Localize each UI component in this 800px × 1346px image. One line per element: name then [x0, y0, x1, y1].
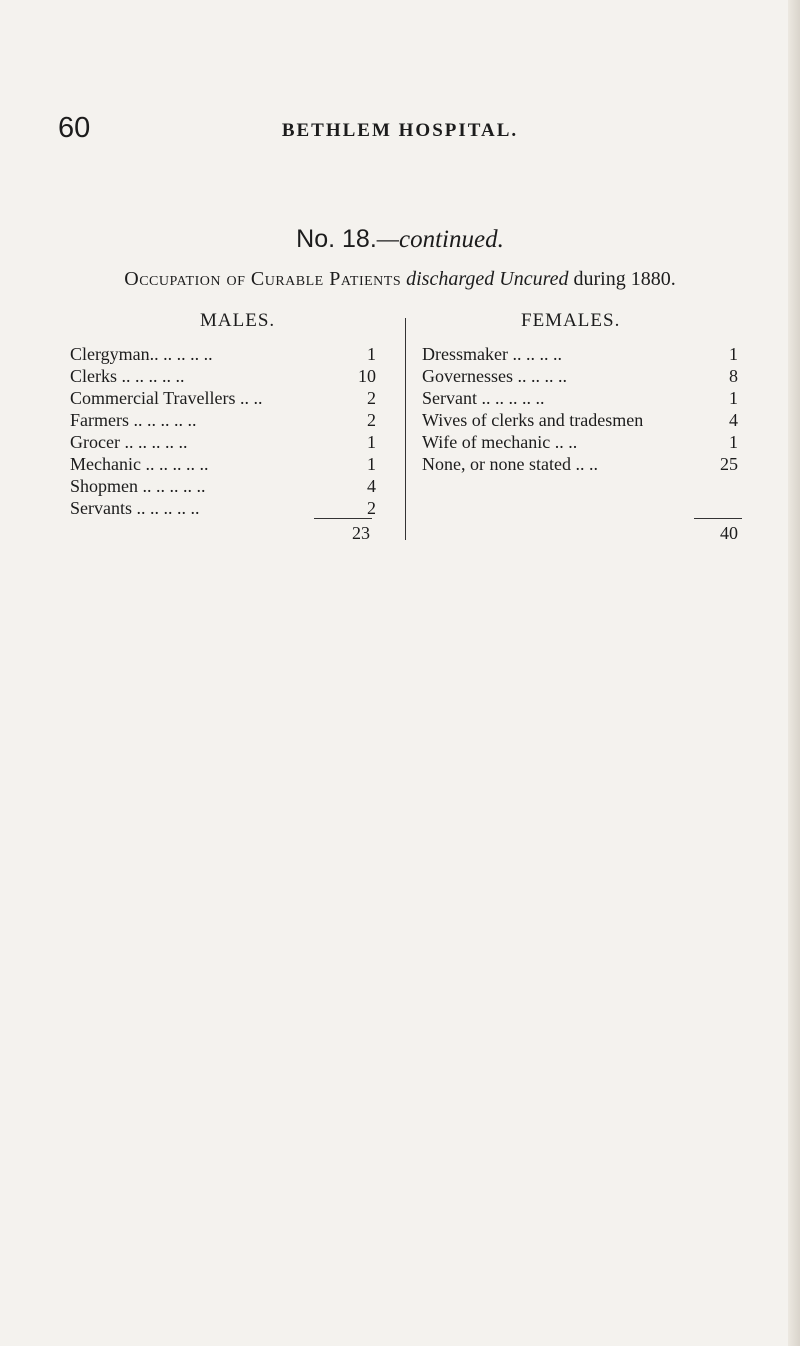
- occupation-count: 4: [367, 476, 376, 496]
- caption-part-1: Occupation of Curable Patients: [124, 268, 402, 290]
- males-row: [70, 343, 376, 365]
- column-divider: [405, 318, 406, 540]
- occupation-label: Wives of clerks and tradesmen: [422, 410, 644, 430]
- males-heading: MALES.: [200, 310, 276, 331]
- occupation-count: 2: [367, 388, 376, 408]
- females-row: [422, 453, 738, 475]
- occupation-label: Servants .. .. .. .. ..: [70, 498, 200, 518]
- occupation-count: 25: [720, 454, 738, 474]
- occupation-label: Dressmaker .. .. .. ..: [422, 344, 562, 364]
- males-row: [70, 409, 376, 431]
- males-row: [70, 387, 376, 409]
- occupation-count: 4: [729, 410, 738, 430]
- caption-part-2: discharged Uncured: [406, 268, 569, 290]
- females-list: [422, 343, 738, 475]
- caption-part-3: during 1880.: [573, 268, 676, 290]
- males-row: [70, 365, 376, 387]
- occupation-count: 1: [729, 388, 738, 408]
- occupation-label: Governesses .. .. .. ..: [422, 366, 567, 386]
- males-total: 23: [352, 523, 370, 543]
- males-row: [70, 453, 376, 475]
- page-edge-shadow: [788, 0, 800, 1346]
- males-total-rule: [314, 518, 372, 519]
- males-row: [70, 497, 376, 519]
- occupation-label: None, or none stated .. ..: [422, 454, 598, 474]
- females-row: [422, 431, 738, 453]
- occupation-label: Servant .. .. .. .. ..: [422, 388, 545, 408]
- page-number: 60: [58, 112, 91, 144]
- table-number-heading: [0, 225, 800, 254]
- occupation-count: 1: [367, 344, 376, 364]
- males-row: [70, 475, 376, 497]
- occupation-label: Clergyman.. .. .. .. ..: [70, 344, 213, 364]
- continued-label: —continued.: [376, 226, 504, 253]
- occupation-count: 10: [358, 366, 376, 386]
- females-total: 40: [720, 523, 738, 543]
- females-total-rule: [694, 518, 742, 519]
- females-row: [422, 409, 738, 431]
- females-heading: FEMALES.: [521, 310, 621, 331]
- females-row: [422, 387, 738, 409]
- males-row: [70, 431, 376, 453]
- occupation-count: 1: [367, 432, 376, 452]
- occupation-label: Wife of mechanic .. ..: [422, 432, 578, 452]
- table-caption: [0, 268, 800, 291]
- running-title: BETHLEM HOSPITAL.: [281, 120, 519, 141]
- males-list: [70, 343, 376, 519]
- occupation-count: 8: [729, 366, 738, 386]
- occupation-label: Commercial Travellers .. ..: [70, 388, 263, 408]
- occupation-count: 1: [367, 454, 376, 474]
- occupation-label: Grocer .. .. .. .. ..: [70, 432, 188, 452]
- occupation-count: 2: [367, 410, 376, 430]
- females-row: [422, 365, 738, 387]
- occupation-count: 1: [729, 432, 738, 452]
- occupation-label: Shopmen .. .. .. .. ..: [70, 476, 206, 496]
- females-row: [422, 343, 738, 365]
- occupation-label: Farmers .. .. .. .. ..: [70, 410, 197, 430]
- table-number: No. 18.: [296, 225, 377, 253]
- occupation-label: Clerks .. .. .. .. ..: [70, 366, 185, 386]
- occupation-count: 2: [367, 498, 376, 518]
- running-head: [0, 112, 800, 152]
- occupation-label: Mechanic .. .. .. .. ..: [70, 454, 209, 474]
- occupation-count: 1: [729, 344, 738, 364]
